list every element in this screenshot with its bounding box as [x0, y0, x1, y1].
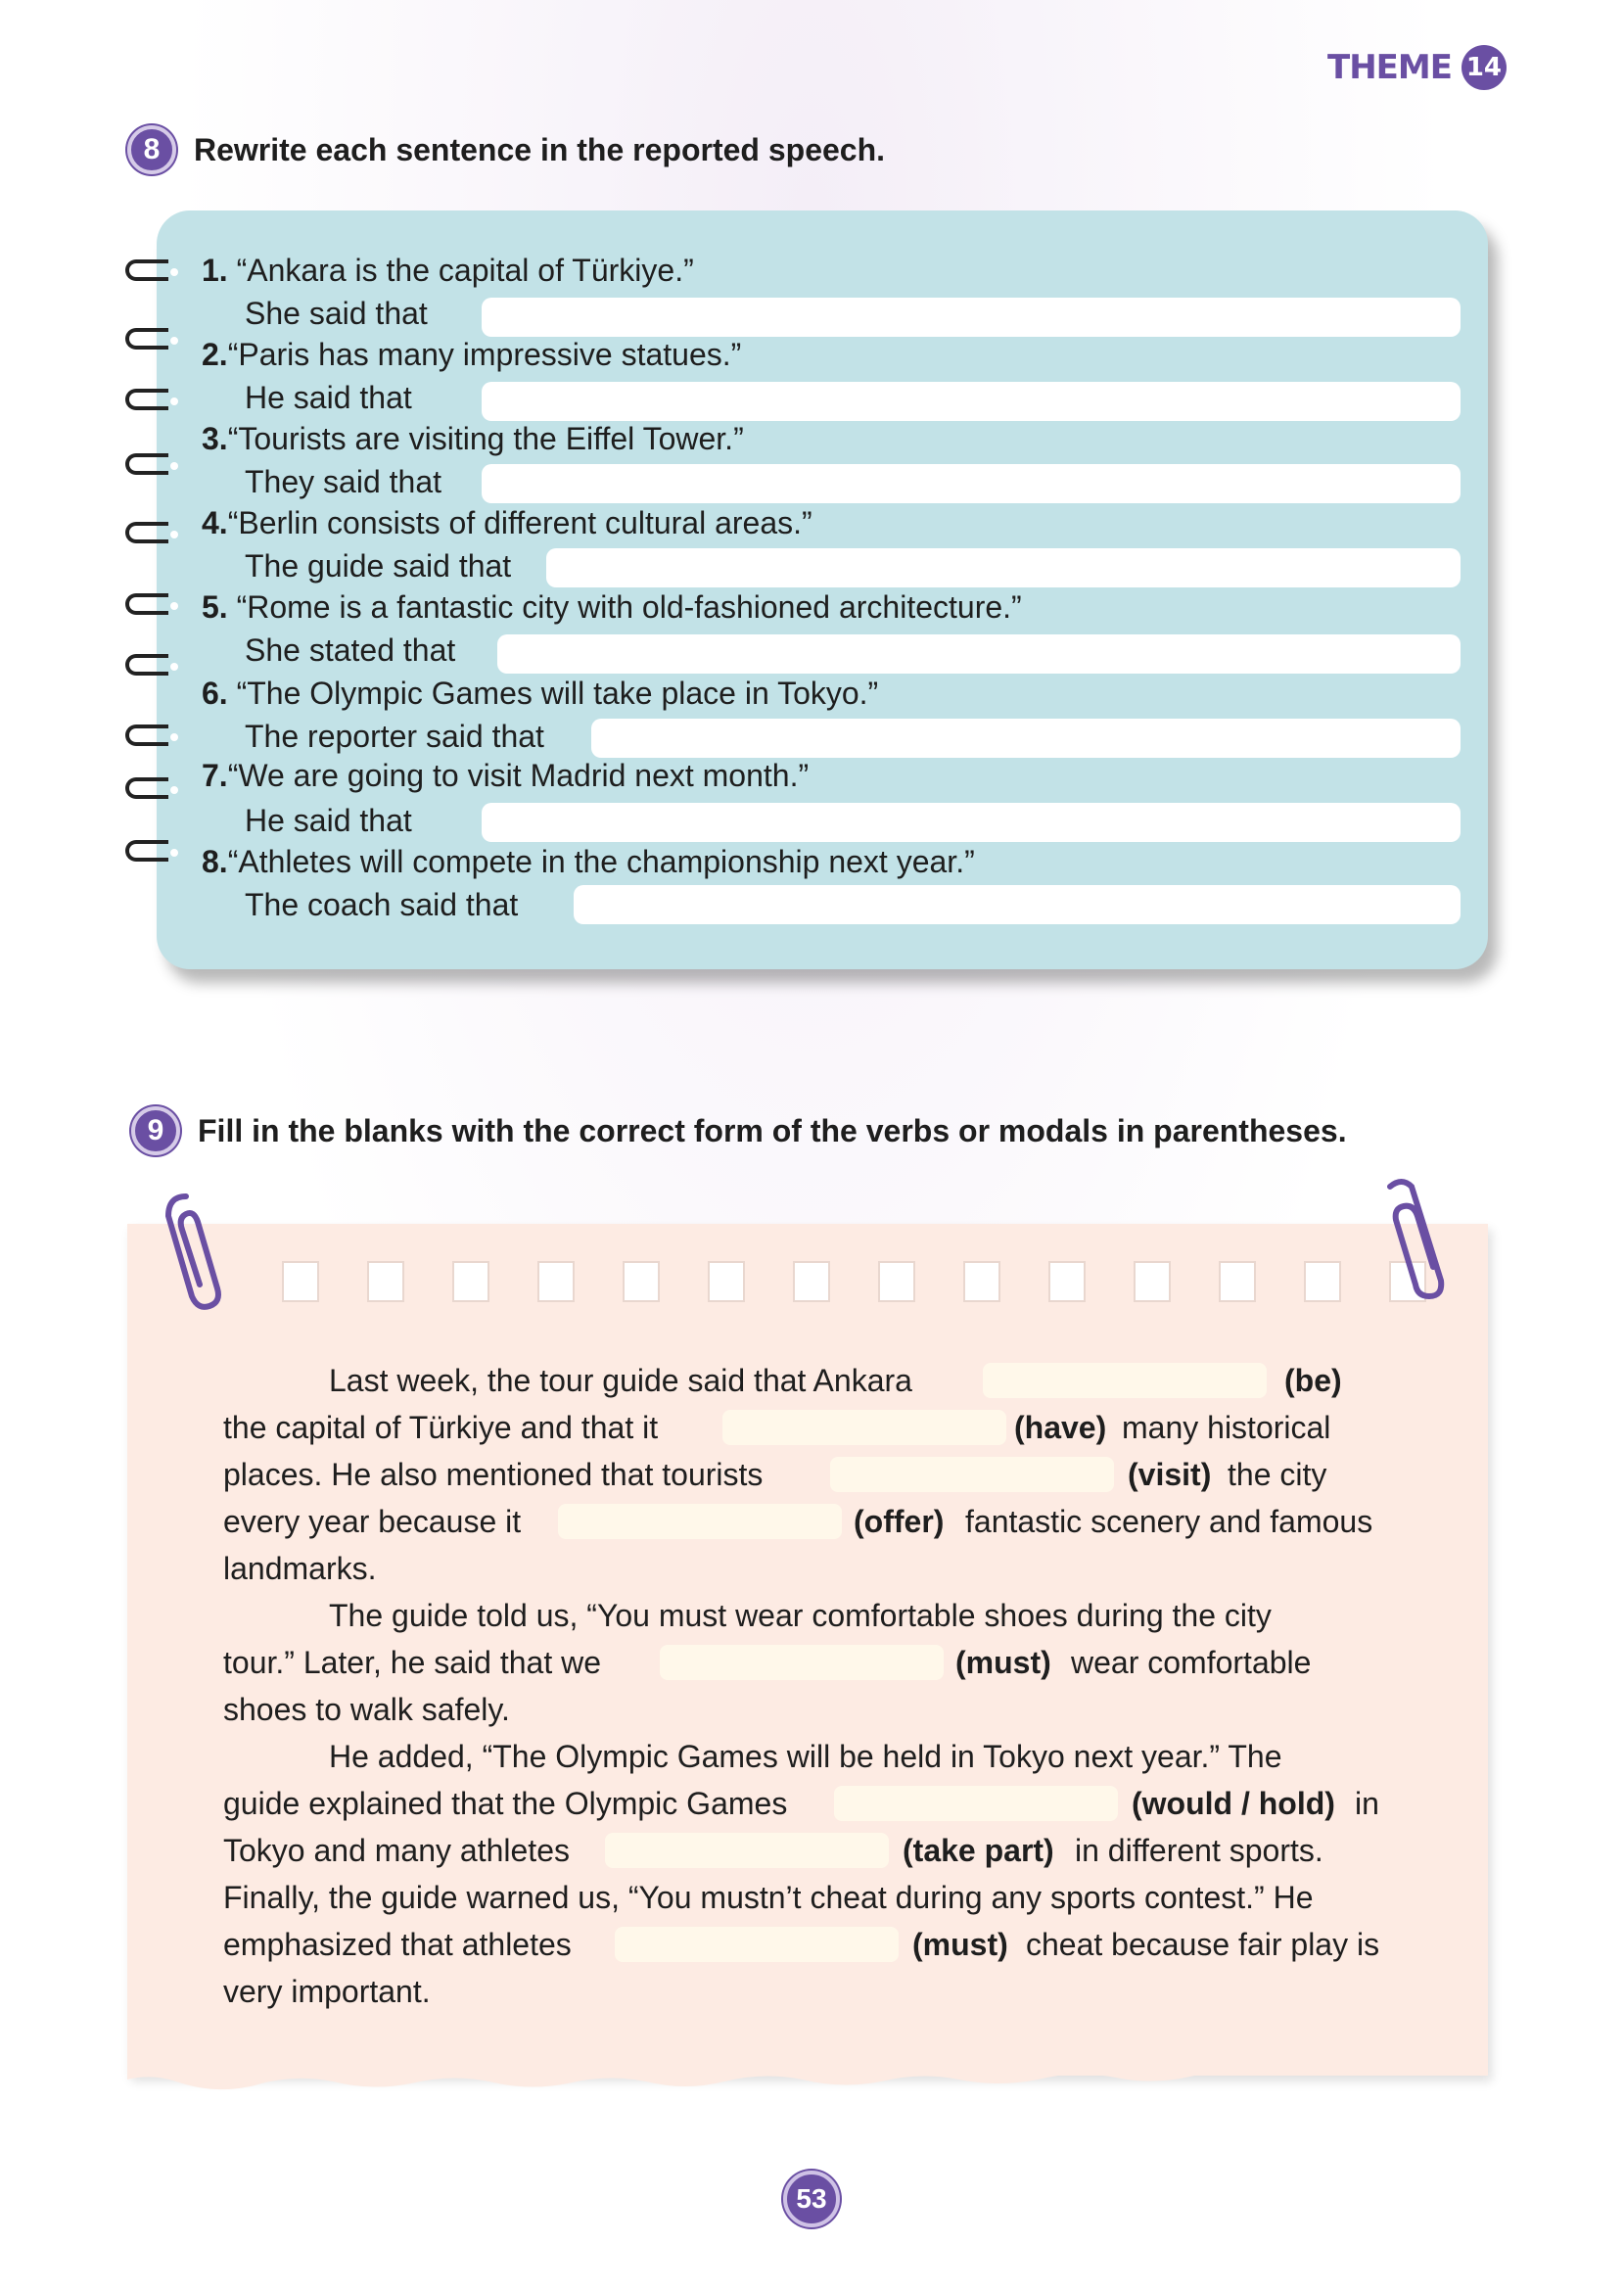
spiral-ring-icon — [125, 259, 168, 281]
question-number: 2. — [202, 337, 228, 372]
spiral-ring-icon — [125, 593, 168, 615]
passage-text: guide explained that the Olympic Games — [223, 1786, 788, 1821]
passage-text: in — [1355, 1786, 1379, 1821]
blank-field-4[interactable] — [558, 1504, 842, 1539]
theme-badge — [1327, 45, 1507, 90]
question-5 — [202, 589, 1022, 626]
spiral-ring-icon — [125, 777, 168, 799]
verb-hint-3: (visit) — [1128, 1457, 1212, 1492]
theme-number: 14 — [1462, 45, 1507, 90]
answer-field-4[interactable] — [546, 548, 1461, 587]
paper-hole-icon — [452, 1261, 489, 1302]
question-quote: “Tourists are visiting the Eiffel Tower.” — [227, 421, 744, 456]
passage-text: Tokyo and many athletes — [223, 1833, 570, 1868]
blank-field-3[interactable] — [830, 1457, 1114, 1492]
question-7 — [202, 758, 809, 794]
spiral-ring-icon — [125, 840, 168, 862]
exercise-9-instruction: Fill in the blanks with the correct form of the verbs or modals in parentheses. — [198, 1112, 1347, 1148]
verb-hint-8: (must) — [912, 1927, 1008, 1962]
paper-hole-icon — [537, 1261, 575, 1302]
exercise-8-number: 8 — [127, 125, 176, 174]
answer-lead-3: They said that — [245, 464, 441, 499]
paper-hole-icon — [1134, 1261, 1171, 1302]
paper-hole-icon — [963, 1261, 1000, 1302]
question-3 — [202, 421, 744, 457]
question-2 — [202, 337, 741, 373]
theme-label: THEME — [1327, 48, 1452, 87]
question-number: 6. — [202, 676, 228, 711]
question-6 — [202, 676, 878, 712]
paper-hole-icon — [878, 1261, 915, 1302]
passage-text: fantastic scenery and famous — [965, 1504, 1373, 1539]
answer-field-8[interactable] — [574, 885, 1461, 924]
question-number: 4. — [202, 505, 228, 540]
answer-lead-2: He said that — [245, 380, 412, 415]
verb-hint-5: (must) — [955, 1645, 1051, 1680]
torn-edge-icon — [117, 2036, 1498, 2115]
verb-hint-6: (would / hold) — [1132, 1786, 1335, 1821]
passage-text: wear comfortable — [1071, 1645, 1312, 1680]
exercise-8-header — [127, 125, 885, 174]
passage-text: He added, “The Olympic Games will be held in Tokyo next year.” The — [329, 1739, 1282, 1774]
blank-field-2[interactable] — [722, 1410, 1006, 1445]
question-number: 3. — [202, 421, 228, 456]
blank-field-1[interactable] — [983, 1363, 1267, 1398]
passage-text: every year because it — [223, 1504, 522, 1539]
blank-field-7[interactable] — [605, 1833, 889, 1868]
passage-text: the city — [1228, 1457, 1327, 1492]
spiral-ring-icon — [125, 328, 168, 350]
spiral-ring-icon — [125, 453, 168, 475]
page-number: 53 — [783, 2171, 840, 2227]
passage-text: tour.” Later, he said that we — [223, 1645, 602, 1680]
paperclip-left-icon — [157, 1187, 235, 1314]
question-quote: “Rome is a fantastic city with old-fashioned architecture.” — [236, 589, 1022, 625]
question-number: 7. — [202, 758, 228, 793]
question-quote: “Athletes will compete in the championship next year.” — [227, 844, 975, 879]
passage-text: in different sports. — [1075, 1833, 1323, 1868]
paper-hole-icon — [367, 1261, 404, 1302]
question-quote: “The Olympic Games will take place in Tokyo.” — [236, 676, 879, 711]
answer-field-5[interactable] — [497, 634, 1461, 674]
answer-field-6[interactable] — [591, 719, 1461, 758]
answer-lead-7: He said that — [245, 803, 412, 838]
question-quote: “We are going to visit Madrid next month.” — [227, 758, 810, 793]
passage-text: many historical — [1122, 1410, 1331, 1445]
passage-text: shoes to walk safely. — [223, 1692, 510, 1727]
blank-field-6[interactable] — [834, 1786, 1118, 1821]
verb-hint-4: (offer) — [854, 1504, 945, 1539]
answer-lead-6: The reporter said that — [245, 719, 544, 754]
passage-text: The guide told us, “You must wear comfortable shoes during the city — [329, 1598, 1272, 1633]
paper-hole-icon — [1304, 1261, 1341, 1302]
passage-text: Finally, the guide warned us, “You mustn’t cheat during any sports contest.” He — [223, 1880, 1314, 1915]
passage-text: landmarks. — [223, 1551, 377, 1586]
paperclip-right-icon — [1372, 1173, 1451, 1300]
spiral-ring-icon — [125, 725, 168, 746]
paper-hole-icon — [708, 1261, 745, 1302]
passage-text: cheat because fair play is — [1026, 1927, 1380, 1962]
passage-text: the capital of Türkiye and that it — [223, 1410, 659, 1445]
exercise-9-number: 9 — [131, 1106, 180, 1155]
paper-hole-icon — [1048, 1261, 1086, 1302]
spiral-ring-icon — [125, 522, 168, 543]
spiral-ring-icon — [125, 389, 168, 410]
verb-hint-1: (be) — [1284, 1363, 1342, 1398]
passage-text: emphasized that athletes — [223, 1927, 572, 1962]
blank-field-5[interactable] — [660, 1645, 944, 1680]
answer-field-1[interactable] — [482, 298, 1461, 337]
paper-hole-icon — [1219, 1261, 1256, 1302]
question-number: 1. — [202, 253, 228, 288]
question-4 — [202, 505, 812, 541]
question-number: 5. — [202, 589, 228, 625]
question-quote: “Paris has many impressive statues.” — [227, 337, 742, 372]
exercise-8-instruction: Rewrite each sentence in the reported speech. — [194, 131, 886, 167]
blank-field-8[interactable] — [615, 1927, 899, 1962]
answer-lead-4: The guide said that — [245, 548, 512, 584]
answer-field-2[interactable] — [482, 382, 1461, 421]
paper-hole-icon — [623, 1261, 660, 1302]
answer-lead-5: She stated that — [245, 632, 456, 668]
question-number: 8. — [202, 844, 228, 879]
answer-lead-8: The coach said that — [245, 887, 519, 922]
paper-hole-icon — [793, 1261, 830, 1302]
exercise-9-header — [131, 1106, 1347, 1155]
passage-text: places. He also mentioned that tourists — [223, 1457, 764, 1492]
answer-field-3[interactable] — [482, 464, 1461, 503]
spiral-ring-icon — [125, 654, 168, 676]
question-quote: “Berlin consists of different cultural areas.” — [227, 505, 812, 540]
paper-hole-icon — [282, 1261, 319, 1302]
answer-field-7[interactable] — [482, 803, 1461, 842]
question-8 — [202, 844, 975, 880]
answer-lead-1: She said that — [245, 296, 428, 331]
passage-text: Last week, the tour guide said that Ankara — [329, 1363, 912, 1398]
verb-hint-2: (have) — [1014, 1410, 1107, 1445]
verb-hint-7: (take part) — [903, 1833, 1054, 1868]
question-1 — [202, 253, 694, 289]
passage-text: very important. — [223, 1974, 431, 2009]
question-quote: “Ankara is the capital of Türkiye.” — [236, 253, 694, 288]
